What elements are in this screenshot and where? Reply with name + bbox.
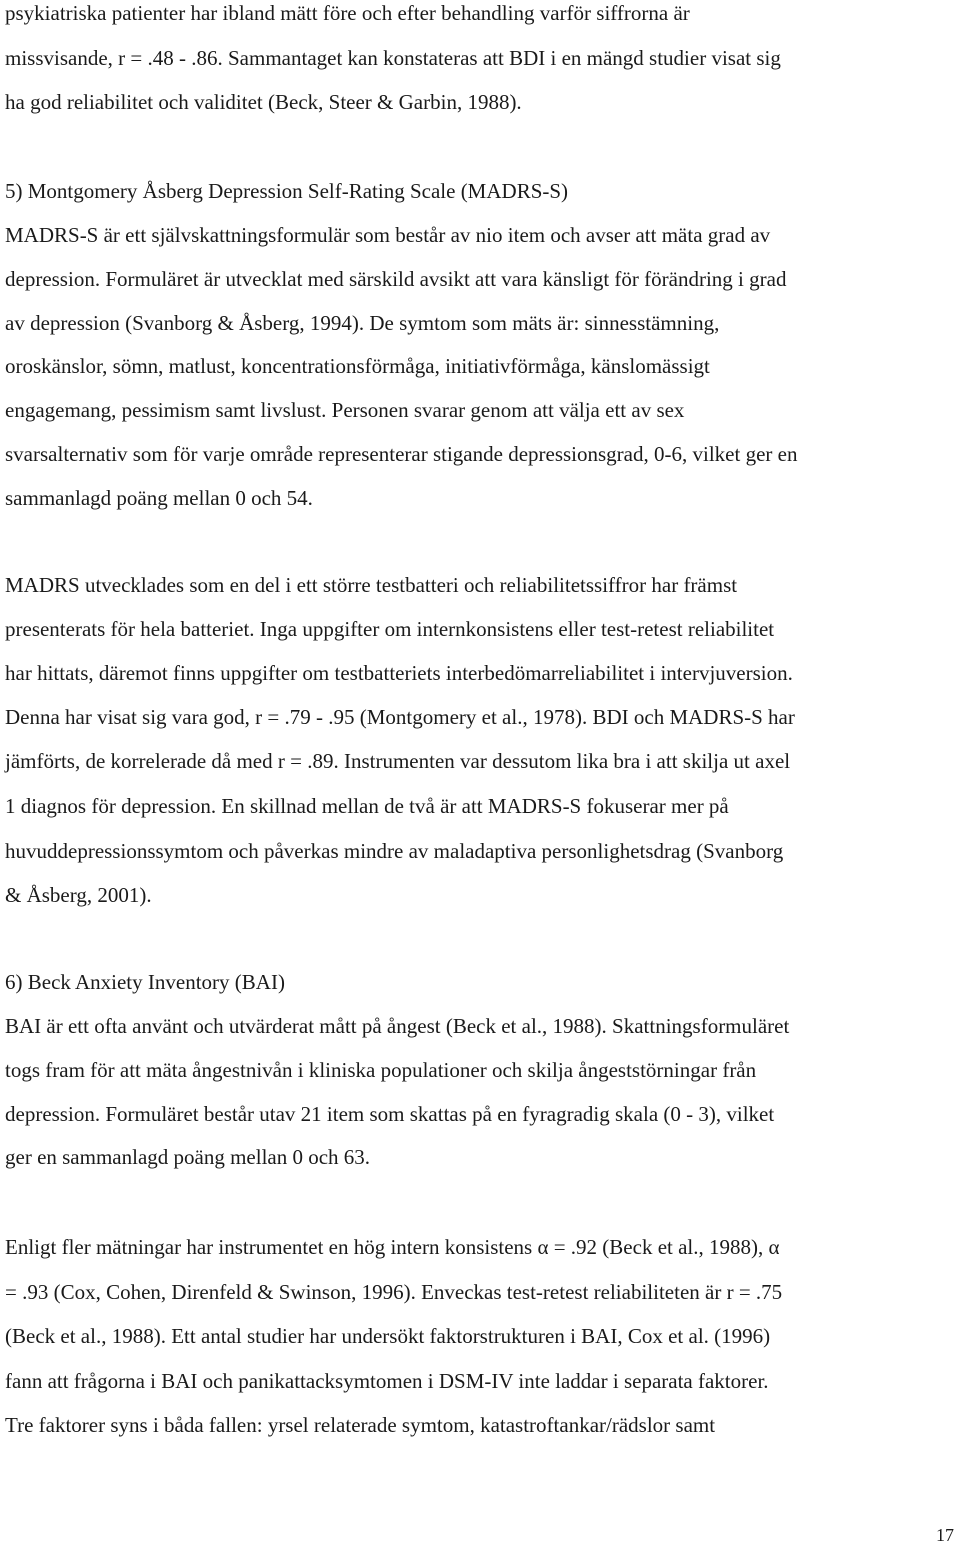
text-line: BAI är ett ofta använt och utvärderat mått på ångest (Beck et al., 1988). Skattningsformuläret (5, 1014, 790, 1038)
text-line: depression. Formuläret består utav 21 item som skattas på en fyragradig skala (0 - 3), vilket (5, 1102, 775, 1126)
page-number: 17 (936, 1525, 954, 1545)
section-heading-madrs: 5) Montgomery Åsberg Depression Self-Rating Scale (MADRS-S) (5, 179, 569, 203)
text-line: presenterats för hela batteriet. Inga uppgifter om internkonsistens eller test-retest reliabilitet (5, 617, 775, 641)
text-line: svarsalternativ som för varje område representerar stigande depressionsgrad, 0-6, vilket ger en (5, 442, 798, 466)
text-line: (Beck et al., 1988). Ett antal studier har undersökt faktorstrukturen i BAI, Cox et al. (1996) (5, 1324, 771, 1348)
text-line: Enligt fler mätningar har instrumentet en hög intern konsistens α = .92 (Beck et al., 1988), α (5, 1235, 780, 1259)
text-line: huvuddepressionssymtom och påverkas mindre av maladaptiva personlighetsdrag (Svanborg (5, 839, 784, 863)
section-heading-bai: 6) Beck Anxiety Inventory (BAI) (5, 970, 285, 994)
text-line: Tre faktorer syns i båda fallen: yrsel relaterade symtom, katastroftankar/rädslor samt (5, 1413, 716, 1437)
text-line: 1 diagnos för depression. En skillnad mellan de två är att MADRS-S fokuserar mer på (5, 794, 729, 818)
text-line: ger en sammanlagd poäng mellan 0 och 63. (5, 1145, 371, 1169)
text-line: av depression (Svanborg & Åsberg, 1994). De symtom som mäts är: sinnesstämning, (5, 311, 720, 335)
text-line: sammanlagd poäng mellan 0 och 54. (5, 486, 313, 510)
text-line: MADRS utvecklades som en del i ett större testbatteri och reliabilitetssiffror har främst (5, 573, 738, 597)
text-line: = .93 (Cox, Cohen, Direnfeld & Swinson, 1996). Enveckas test-retest reliabiliteten är r = .75 (5, 1280, 783, 1304)
text-line: psykiatriska patienter har ibland mätt före och efter behandling varför siffrorna är (5, 1, 690, 25)
text-line: togs fram för att mäta ångestnivån i kliniska populationer och skilja ångeststörningar från (5, 1058, 757, 1082)
text-line: ha god reliabilitet och validitet (Beck, Steer & Garbin, 1988). (5, 90, 522, 114)
text-line: fann att frågorna i BAI och panikattacksymtomen i DSM-IV inte laddar i separata faktorer. (5, 1369, 769, 1393)
text-line: engagemang, pessimism samt livslust. Personen svarar genom att välja ett av sex (5, 398, 685, 422)
text-line: oroskänslor, sömn, matlust, koncentrationsförmåga, initiativförmåga, känslomässigt (5, 354, 710, 378)
text-line: missvisande, r = .48 - .86. Sammantaget kan konstateras att BDI i en mängd studier visat sig (5, 46, 781, 70)
text-line: har hittats, däremot finns uppgifter om testbatteriets interbedömarreliabilitet i intervjuversion. (5, 661, 793, 685)
text-line: & Åsberg, 2001). (5, 883, 152, 907)
text-line: Denna har visat sig vara god, r = .79 - .95 (Montgomery et al., 1978). BDI och MADRS-S har (5, 705, 795, 729)
text-line: jämförts, de korrelerade då med r = .89. Instrumenten var dessutom lika bra i att skilja ut axel (5, 749, 791, 773)
text-line: depression. Formuläret är utvecklat med särskild avsikt att vara känsligt för förändring i grad (5, 267, 787, 291)
text-line: MADRS-S är ett självskattningsformulär som består av nio item och avser att mäta grad av (5, 223, 771, 247)
